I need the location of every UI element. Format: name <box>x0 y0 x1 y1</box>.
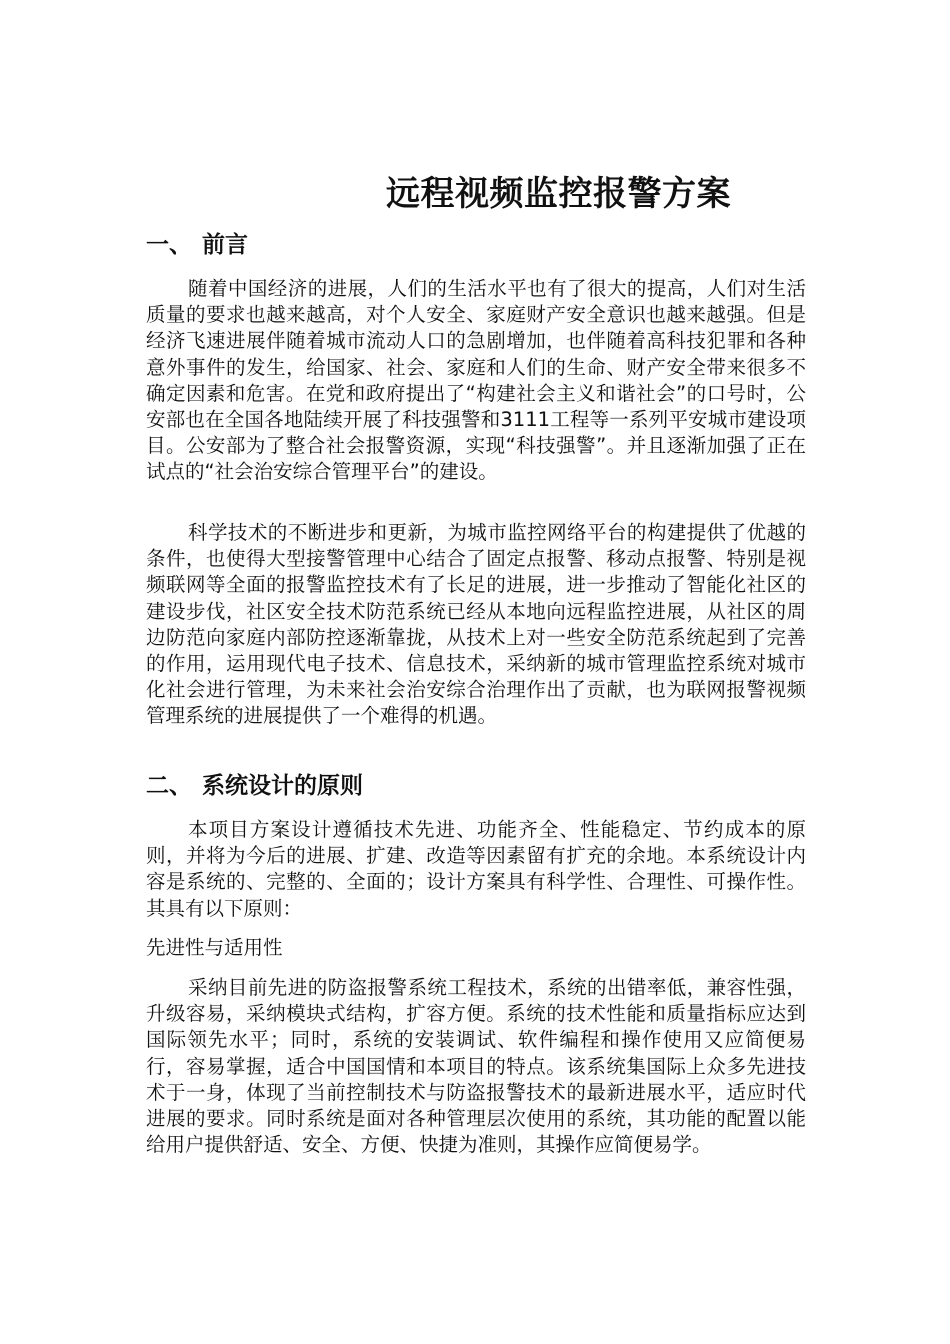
section-title: 前言 <box>202 232 248 258</box>
section-number: 一、 <box>146 232 192 258</box>
paragraph: 采纳目前先进的防盗报警系统工程技术，系统的出错率低，兼容性强，升级容易，采纳模块式结构，扩容方便。系统的技术性能和质量指标应达到国际领先水平；同时，系统的安装调试、软件编程和操作使用又应简便易行，容易掌握，适合中国国情和本项目的特点。该系统集国际上众多先进技术于一身，体现了当前控制技术与防盗报警技术的最新进展水平，适应时代进展的要求。同时系统是面对各种管理层次使用的系统，其功能的配置以能给用户提供舒适、安全、方便、快捷为准则，其操作应简便易学。 <box>146 976 806 1157</box>
section-heading-design-principles <box>146 771 363 801</box>
page-title: 远程视频监控报警方案 <box>386 174 731 214</box>
paragraph: 科学技术的不断进步和更新，为城市监控网络平台的构建提供了优越的条件，也使得大型接警管理中心结合了固定点报警、移动点报警、特别是视频联网等全面的报警监控技术有了长足的进展，进一步推动了智能化社区的建设步伐，社区安全技术防范系统已经从本地向远程监控进展，从社区的周边防范向家庭内部防控逐渐靠拢，从技术上对一些安全防范系统起到了完善的作用，运用现代电子技术、信息技术，采纳新的城市管理监控系统对城市化社会进行管理，为未来社会治安综合治理作出了贡献，也为联网报警视频管理系统的进展提供了一个难得的机遇。 <box>146 521 806 728</box>
paragraph: 本项目方案设计遵循技术先进、功能齐全、性能稳定、节约成本的原则，并将为今后的进展、扩建、改造等因素留有扩充的余地。本系统设计内容是系统的、完整的、全面的；设计方案具有科学性、合理性、可操作性。其具有以下原则： <box>146 818 806 920</box>
section-number: 二、 <box>146 773 192 799</box>
subsection-title: 先进性与适用性 <box>146 936 283 959</box>
section-heading-preface <box>146 230 248 260</box>
section-title: 系统设计的原则 <box>202 773 363 799</box>
paragraph: 随着中国经济的进展，人们的生活水平也有了很大的提高，人们对生活质量的要求也越来越高，对个人安全、家庭财产安全意识也越来越强。但是经济飞速进展伴随着城市流动人口的急剧增加，也伴随着高科技犯罪和各种意外事件的发生，给国家、社会、家庭和人们的生命、财产安全带来很多不确定因素和危害。在党和政府提出了“构建社会主义和谐社会”的口号时，公安部也在全国各地陆续开展了科技强警和3111工程等一系列平安城市建设项目。公安部为了整合社会报警资源，实现“科技强警”。并且逐渐加强了正在试点的“社会治安综合管理平台”的建设。 <box>146 277 806 484</box>
